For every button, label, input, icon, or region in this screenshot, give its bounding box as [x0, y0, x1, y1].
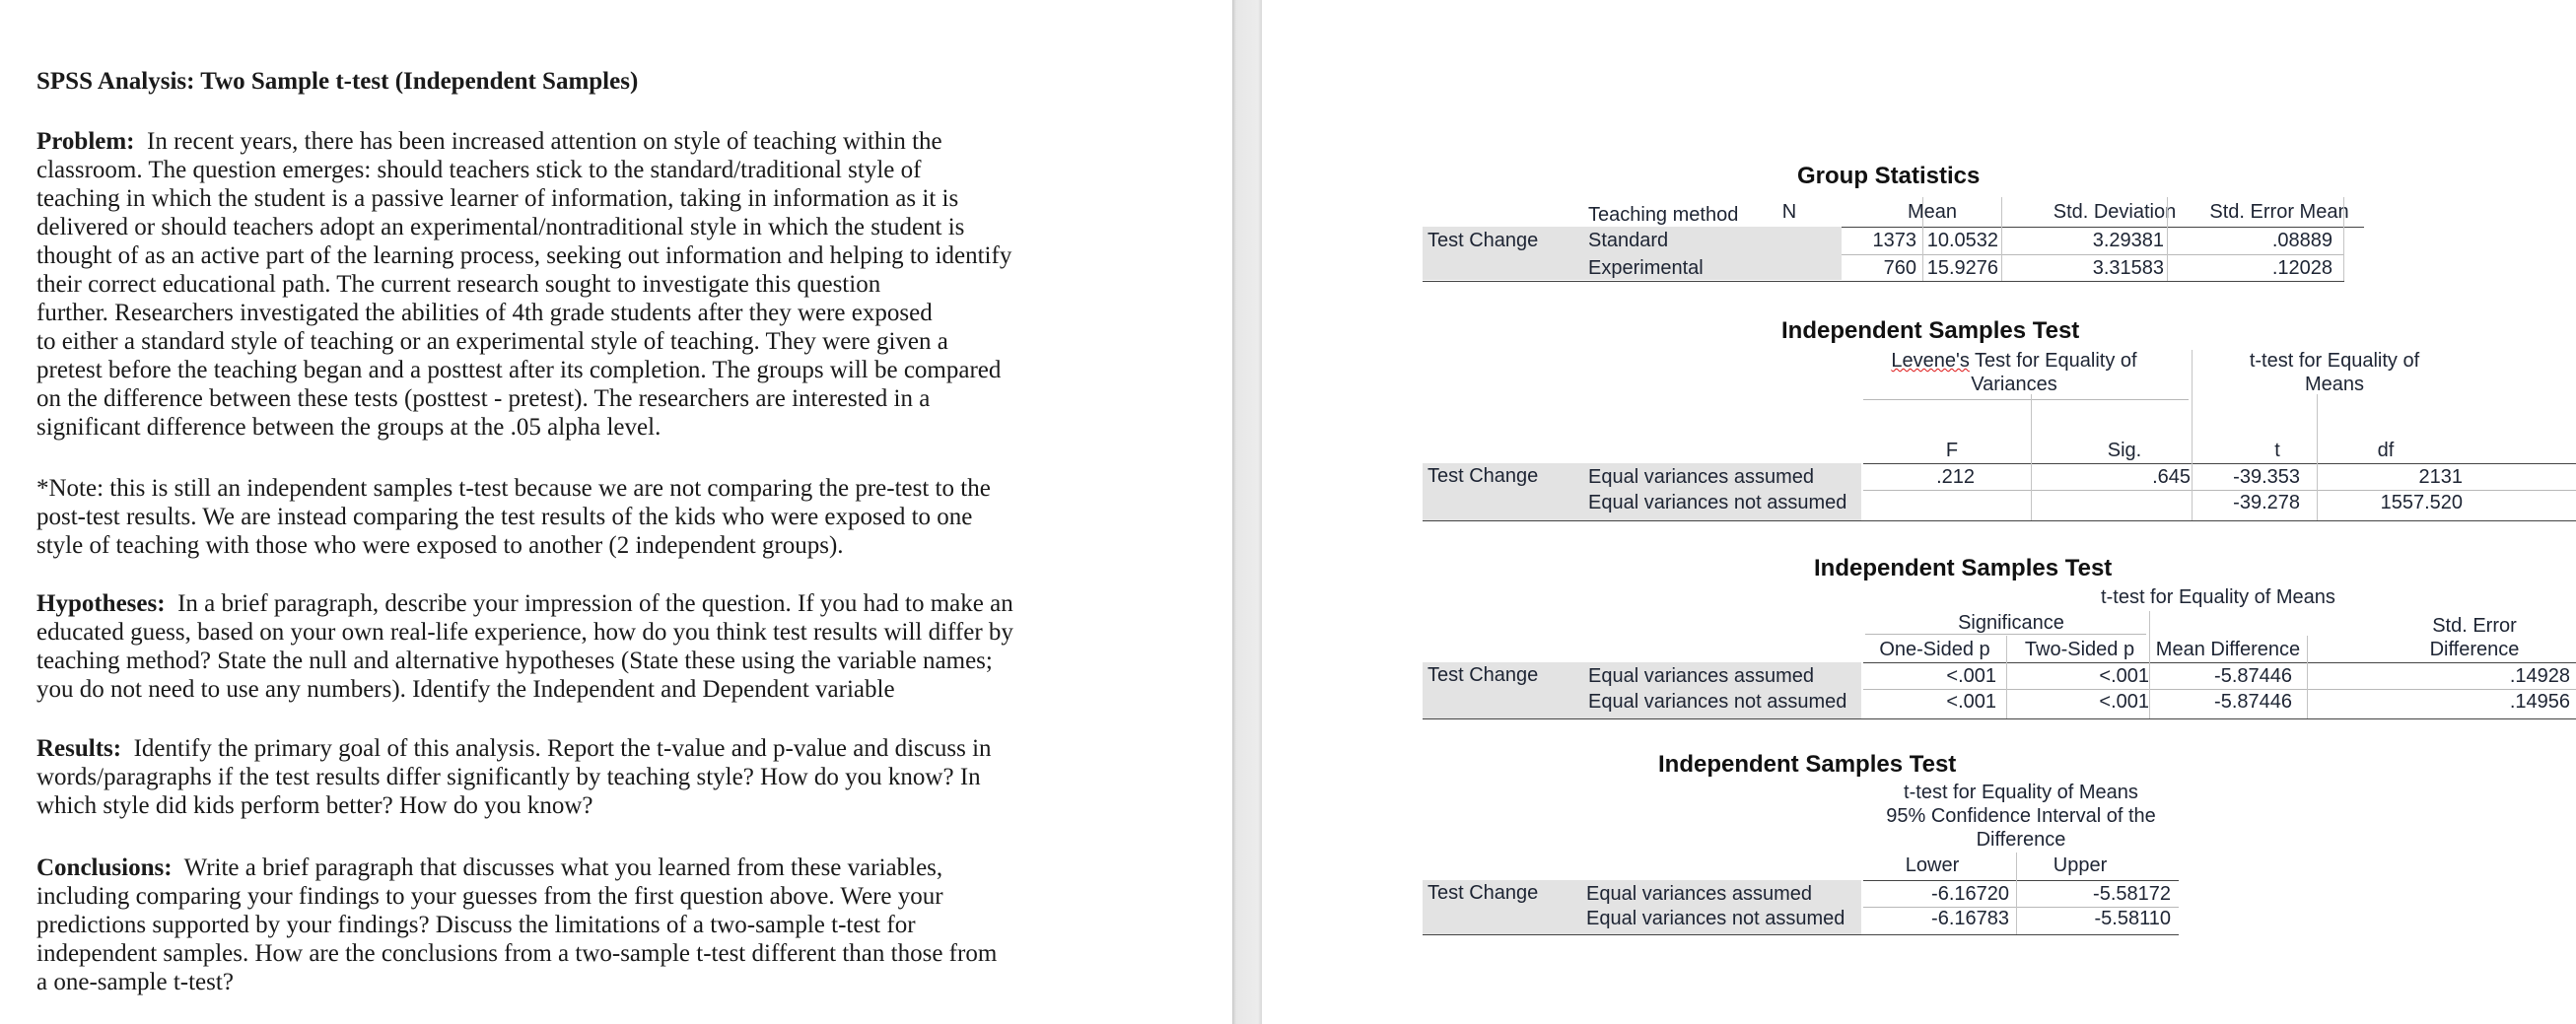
row-label: Equal variances assumed — [1586, 883, 1813, 905]
spss-output-page — [1262, 0, 2576, 1024]
cell-f: .212 — [1936, 466, 1975, 488]
cell-upper: -5.58110 — [2094, 908, 2171, 929]
row-variable-label: Test Change — [1427, 465, 1539, 487]
document-title: SPSS Analysis: Two Sample t-test (Independent Samples) — [36, 68, 639, 95]
cell-n: 760 — [1883, 257, 1916, 279]
hypotheses-label: Hypotheses: — [36, 590, 166, 617]
problem-line: In recent years, there has been increased attention on style of teaching within the — [147, 128, 942, 155]
divider — [1423, 934, 2179, 935]
cell-mean-difference: -5.87446 — [2214, 691, 2292, 713]
row-label: Equal variances assumed — [1588, 466, 1815, 488]
levene-header-line2: Variances — [1971, 374, 2057, 395]
divider — [2016, 853, 2017, 934]
problem-line: their correct educational path. The current research sought to investigate this question — [36, 271, 881, 298]
conclusions-line: a one-sample t-test? — [36, 969, 234, 995]
row-label: Equal variances not assumed — [1586, 908, 1845, 929]
column-header: t — [2274, 440, 2280, 461]
row-label: Equal variances assumed — [1588, 665, 1815, 687]
cell-mean: 10.0532 — [1926, 230, 1998, 251]
cell-lower: -6.16720 — [1931, 883, 2009, 905]
problem-line: significant difference between the groups at the .05 alpha level. — [36, 414, 661, 441]
conclusions-line: Write a brief paragraph that discusses what you learned from these variables, — [183, 854, 943, 881]
column-header: Std. Deviation — [2053, 201, 2177, 223]
cell-mean: 15.9276 — [1926, 257, 1998, 279]
note-section — [36, 474, 1081, 560]
ci-header: Difference — [1976, 829, 2066, 851]
column-header: N — [1781, 201, 1797, 223]
hypotheses-line: educated guess, based on your own real-life experience, how do you think test results will differ by — [36, 619, 1013, 646]
cell-sd: 3.31583 — [2092, 257, 2164, 279]
column-header: Teaching method — [1588, 204, 1739, 226]
levene-header-text: Test for Equality of — [1975, 350, 2137, 372]
ttest-header-line2: Means — [2304, 374, 2365, 395]
conclusions-section — [36, 853, 1081, 996]
cell-one-sided-p: <.001 — [1946, 665, 1996, 687]
conclusions-line: predictions supported by your findings? Discuss the limitations of a two-sample t-test for — [36, 912, 916, 938]
ci-header: t-test for Equality of Means — [1904, 782, 2138, 803]
cell-upper: -5.58172 — [2093, 883, 2171, 905]
group-label: Standard — [1588, 230, 1669, 251]
cell-two-sided-p: <.001 — [2099, 691, 2149, 713]
problem-line: on the difference between these tests (posttest - pretest). The researchers are interested in a — [36, 385, 931, 412]
hypotheses-line: you do not need to use any numbers). Identify the Independent and Dependent variable — [36, 676, 895, 703]
cell-two-sided-p: <.001 — [2099, 665, 2149, 687]
page-gutter — [1232, 0, 1262, 1024]
row-variable-label: Test Change — [1427, 882, 1539, 904]
group-label: Experimental — [1588, 257, 1704, 279]
results-line: Identify the primary goal of this analysis. Report the t-value and p-value and discuss in — [133, 735, 992, 762]
cell-one-sided-p: <.001 — [1946, 691, 1996, 713]
note-line: style of teaching with those who were exposed to another (2 independent groups). — [36, 532, 844, 559]
cell-t: -39.353 — [2233, 466, 2300, 488]
levene-word: Levene's — [1891, 350, 1970, 372]
row-label: Equal variances not assumed — [1588, 492, 1847, 513]
problem-label: Problem: — [36, 128, 135, 155]
column-header: Two-Sided p — [2024, 639, 2135, 660]
problem-line: pretest before the teaching began and a posttest after its completion. The groups will be compared — [36, 357, 1002, 383]
cell-sem: .08889 — [2271, 230, 2332, 251]
divider — [1863, 880, 2179, 881]
ci-header: 95% Confidence Interval of the — [1886, 805, 2156, 827]
column-header: Std. Error Mean — [2209, 201, 2349, 223]
column-header: F — [1945, 440, 1959, 461]
divider — [1863, 907, 2179, 908]
cell-std-error: .14956 — [2509, 691, 2570, 713]
row-variable-label: Test Change — [1427, 664, 1539, 686]
cell-sig: .645 — [2152, 466, 2191, 488]
hypotheses-line: teaching method? State the null and alternative hypotheses (State these using the variable names; — [36, 648, 993, 674]
column-header: Std. Error — [2432, 615, 2517, 637]
ttest-header: t-test for Equality of — [2249, 350, 2420, 372]
problem-line: classroom. The question emerges: should teachers stick to the standard/traditional style of — [36, 157, 922, 183]
conclusions-label: Conclusions: — [36, 854, 173, 881]
cell-sem: .12028 — [2271, 257, 2332, 279]
problem-line: delivered or should teachers adopt an experimental/nontraditional style in which the student is — [36, 214, 965, 240]
significance-header: Significance — [1958, 612, 2064, 634]
ttest-header: t-test for Equality of Means — [2101, 586, 2335, 608]
column-header: One-Sided p — [1879, 639, 1990, 660]
table-title: Independent Samples Test — [1781, 317, 2080, 344]
confidence-interval-table — [1262, 0, 2576, 946]
cell-n: 1373 — [1872, 230, 1916, 251]
column-header: Upper — [2053, 854, 2108, 876]
column-header: Mean Difference — [2155, 639, 2301, 660]
problem-line: thought of as an active part of the learning process, seeking out information and helping to identify — [36, 242, 1012, 269]
conclusions-line: independent samples. How are the conclusions from a two-sample t-test different than those from — [36, 940, 998, 967]
cell-sd: 3.29381 — [2092, 230, 2164, 251]
hypotheses-section — [36, 589, 1081, 704]
cell-lower: -6.16783 — [1931, 908, 2009, 929]
note-line: post-test results. We are instead comparing the test results of the kids who were exposed to one — [36, 504, 973, 530]
conclusions-line: including comparing your findings to your guesses from the first question above. Were your — [36, 883, 943, 910]
row-variable-label: Test Change — [1427, 230, 1539, 251]
cell-t: -39.278 — [2233, 492, 2300, 513]
column-header: Difference — [2429, 639, 2520, 660]
problem-line: to either a standard style of teaching or an experimental style of teaching. They were given a — [36, 328, 948, 355]
column-header: Sig. — [2107, 440, 2142, 461]
hypotheses-line: In a brief paragraph, describe your impression of the question. If you had to make an — [177, 590, 1013, 617]
results-label: Results: — [36, 735, 122, 762]
table-title: Independent Samples Test — [1814, 555, 2113, 581]
table-title: Group Statistics — [1797, 163, 1981, 189]
results-line: words/paragraphs if the test results differ significantly by teaching style? How do you know? In — [36, 764, 981, 790]
problem-line: further. Researchers investigated the abilities of 4th grade students after they were exposed — [36, 300, 933, 326]
column-header: Mean — [1907, 201, 1958, 223]
results-section — [36, 734, 1081, 820]
cell-std-error: .14928 — [2509, 665, 2570, 687]
column-header: df — [2377, 440, 2395, 461]
cell-df: 1557.520 — [2380, 492, 2463, 513]
row-label-cell — [1423, 880, 1861, 934]
cell-mean-difference: -5.87446 — [2214, 665, 2292, 687]
cell-df: 2131 — [2418, 466, 2463, 488]
column-header: Lower — [1905, 854, 1960, 876]
table-title: Independent Samples Test — [1658, 751, 1957, 778]
results-line: which style did kids perform better? How do you know? — [36, 792, 593, 819]
note-line: *Note: this is still an independent samples t-test because we are not comparing the pre-test to the — [36, 475, 991, 502]
problem-line: teaching in which the student is a passive learner of information, taking in information as it is — [36, 185, 959, 212]
problem-section — [36, 127, 1081, 442]
document-page — [0, 0, 1232, 1024]
row-label: Equal variances not assumed — [1588, 691, 1847, 713]
